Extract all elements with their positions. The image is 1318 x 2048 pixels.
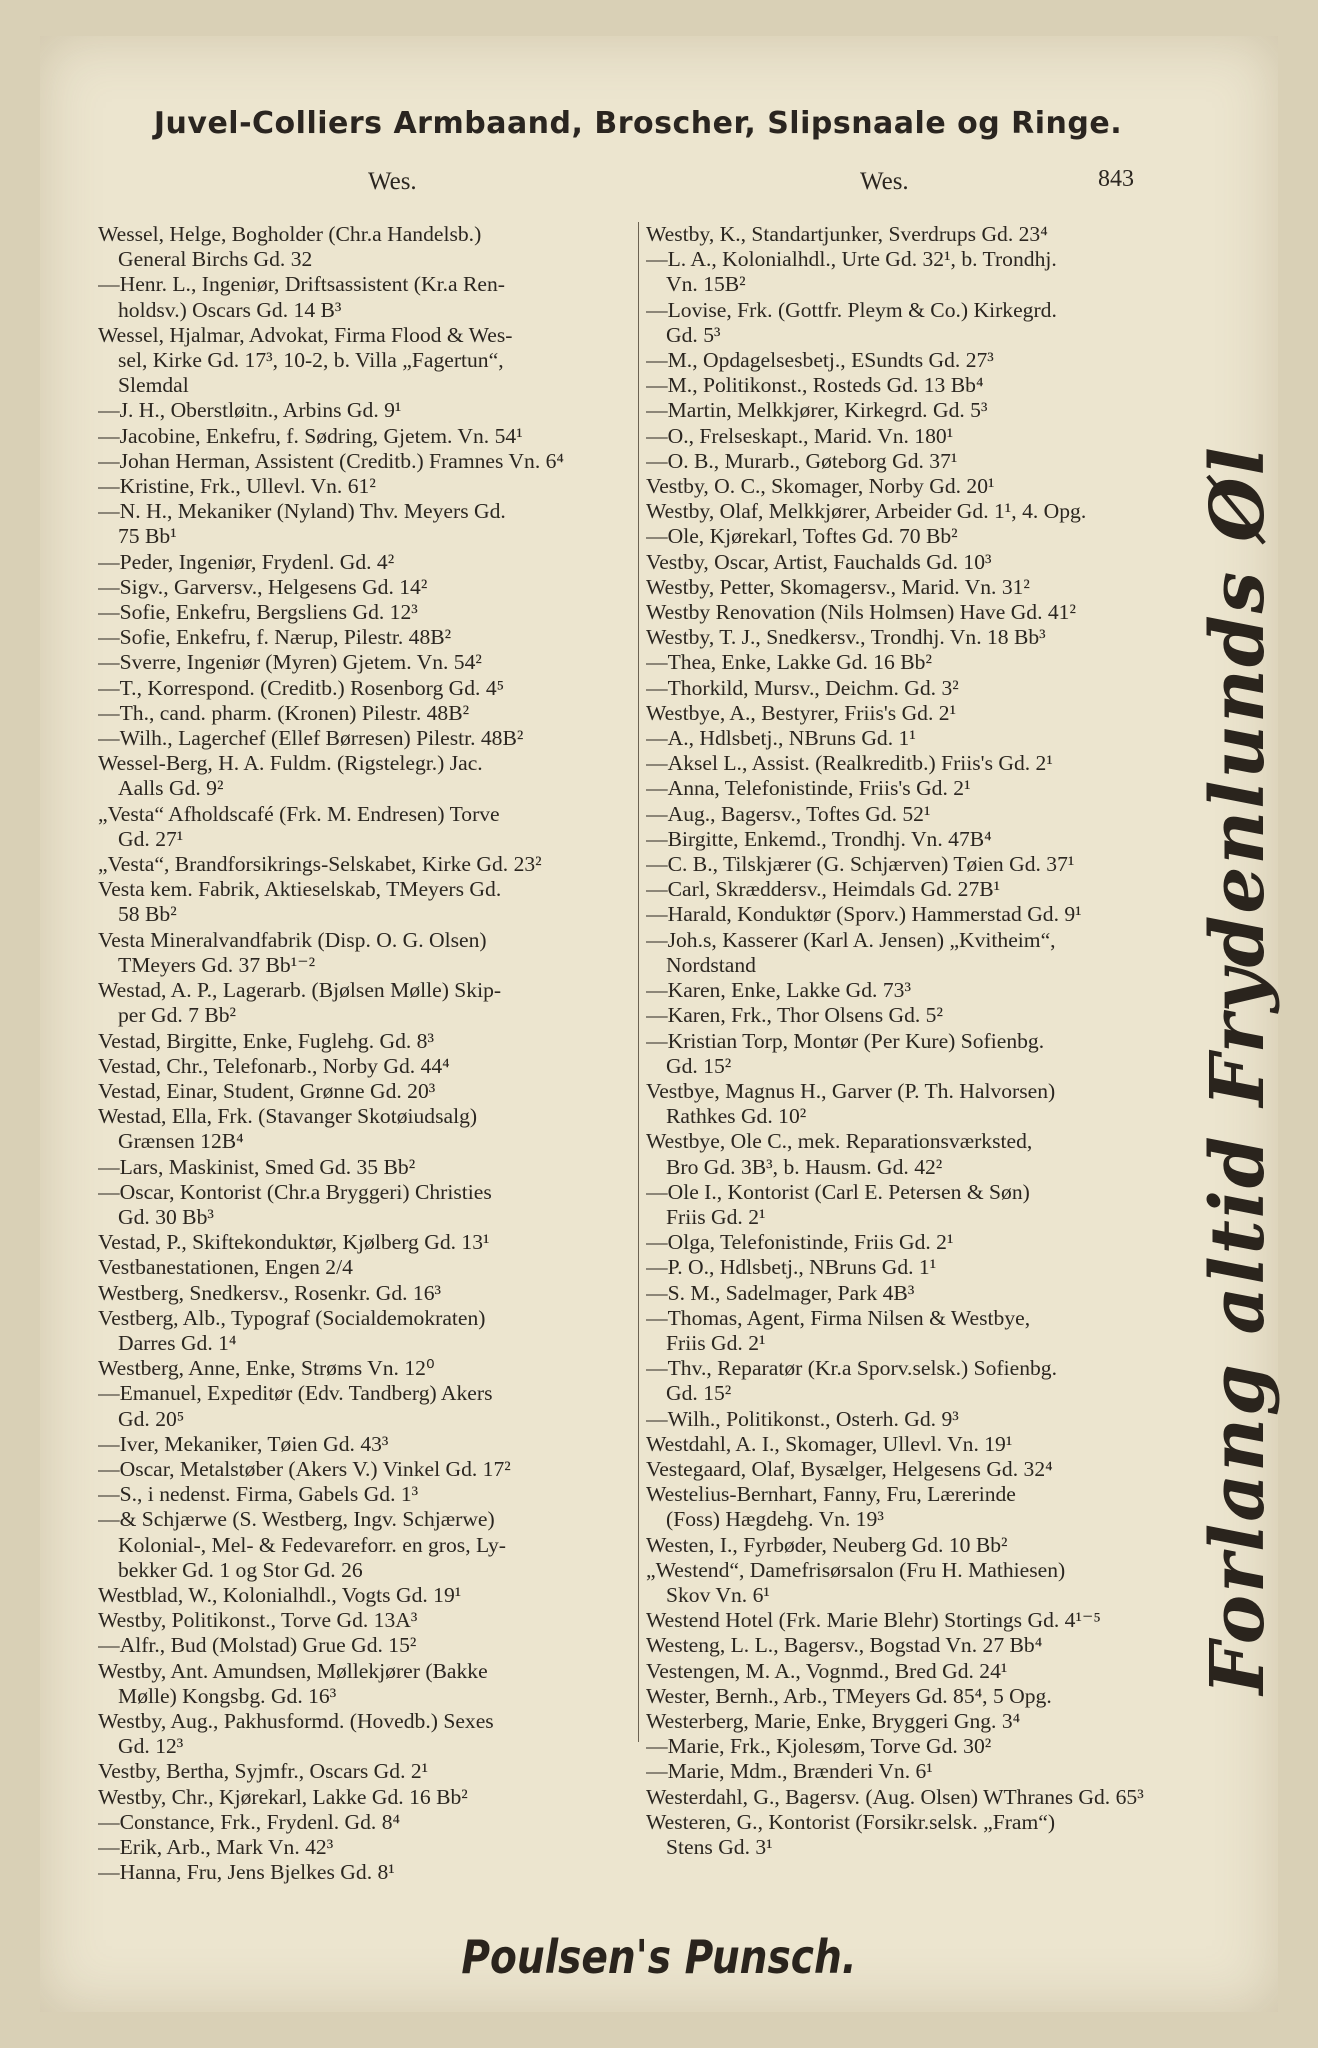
directory-entry-line: —Iver, Mekaniker, Tøien Gd. 43³ [98, 1431, 389, 1456]
directory-entry-line: —Anna, Telefonistinde, Friis's Gd. 2¹ [646, 776, 971, 801]
directory-entry-line: —Sigv., Garversv., Helgesens Gd. 14² [98, 574, 428, 599]
directory-entry-line: Vn. 15B² [666, 272, 746, 297]
directory-entry-line: —Th., cand. pharm. (Kronen) Pilestr. 48B² [98, 700, 470, 725]
directory-entry-line: Darres Gd. 1⁴ [118, 1330, 237, 1355]
directory-entry-line: Westby Renovation (Nils Holmsen) Have Gd. 41² [646, 600, 1076, 625]
right-column [646, 222, 1176, 1860]
directory-entry-line: —Carl, Skræddersv., Heimdals Gd. 27B¹ [646, 877, 1001, 902]
directory-entry-line: Wessel, Helge, Bogholder (Chr.a Handelsb.) [98, 222, 482, 246]
directory-entry-line: Friis Gd. 2¹ [666, 1330, 766, 1355]
directory-entry-line: —Peder, Ingeniør, Frydenl. Gd. 4² [98, 549, 395, 574]
directory-entry-line: Westby, Ant. Amundsen, Møllekjører (Bakke [98, 1658, 488, 1683]
directory-entry-line: —Ole, Kjørekarl, Toftes Gd. 70 Bb² [646, 524, 958, 549]
directory-entry-line: Westberg, Anne, Enke, Strøms Vn. 12⁰ [98, 1356, 435, 1381]
directory-entry-line: —Alfr., Bud (Molstad) Grue Gd. 15² [98, 1633, 417, 1658]
directory-entry-line: Mølle) Kongsbg. Gd. 16³ [118, 1683, 337, 1708]
directory-entry-line: —C. B., Tilskjærer (G. Schjærven) Tøien Gd. 37¹ [646, 852, 1075, 877]
directory-entry-line: Stens Gd. 3¹ [666, 1835, 773, 1859]
directory-entry-line: —Johan Herman, Assistent (Creditb.) Framnes Vn. 6⁴ [98, 448, 564, 473]
directory-entry-line: Vestbye, Magnus H., Garver (P. Th. Halvorsen) [646, 1078, 1056, 1103]
left-column [98, 222, 638, 1885]
directory-entry-line: —Lars, Maskinist, Smed Gd. 35 Bb² [98, 1154, 416, 1179]
directory-entry-line: Skov Vn. 6¹ [666, 1582, 770, 1607]
directory-entry-line: Westeren, G., Kontorist (Forsikr.selsk. „Fram“) [646, 1809, 1056, 1834]
directory-entry-line: —Marie, Mdm., Brænderi Vn. 6¹ [646, 1759, 933, 1784]
left-column-heading: Wes. [368, 168, 417, 195]
directory-entry-line: Westerberg, Marie, Enke, Bryggeri Gng. 3⁴ [646, 1708, 1021, 1733]
directory-entry-line: —Marie, Frk., Kjolesøm, Torve Gd. 30² [646, 1734, 992, 1759]
directory-entry-line: Westby, Politikonst., Torve Gd. 13A³ [98, 1608, 418, 1633]
directory-entry-line: 75 Bb¹ [118, 524, 177, 549]
directory-entry-line: —Wilh., Lagerchef (Ellef Børresen) Pilestr. 48B² [98, 726, 524, 751]
directory-entry-line: Vestegaard, Olaf, Bysælger, Helgesens Gd. 32⁴ [646, 1456, 1053, 1481]
directory-entry-line: —Oscar, Metalstøber (Akers V.) Vinkel Gd. 17² [98, 1456, 511, 1481]
directory-entry-line: Vestby, Bertha, Syjmfr., Oscars Gd. 2¹ [98, 1759, 429, 1784]
directory-entry-line: TMeyers Gd. 37 Bb¹⁻² [118, 952, 316, 977]
directory-entry-line: Westblad, W., Kolonialhdl., Vogts Gd. 19¹ [98, 1582, 462, 1607]
directory-entry-line: —Aksel L., Assist. (Realkreditb.) Friis's Gd. 2¹ [646, 751, 1053, 776]
directory-entry-line: Westad, A. P., Lagerarb. (Bjølsen Mølle) Skip- [98, 978, 502, 1003]
directory-entry-line: Westdahl, A. I., Skomager, Ullevl. Vn. 19¹ [646, 1431, 1013, 1456]
directory-entry-line: Wessel, Hjalmar, Advokat, Firma Flood & Wes- [98, 322, 513, 347]
directory-entry-line: Westberg, Snedkersv., Rosenkr. Gd. 16³ [98, 1280, 441, 1305]
directory-entry-line: —Erik, Arb., Mark Vn. 42³ [98, 1835, 334, 1859]
directory-entry-line: Westby, Petter, Skomagersv., Marid. Vn. 31² [646, 574, 1030, 599]
column-divider [638, 222, 639, 1742]
directory-entry-line: —Jacobine, Enkefru, f. Sødring, Gjetem. Vn. 54¹ [98, 423, 523, 448]
directory-entry-line: —L. A., Kolonialhdl., Urte Gd. 32¹, b. Trondhj. [646, 247, 1057, 272]
directory-entry-line: Gd. 20⁵ [118, 1406, 185, 1431]
directory-entry-line: „Vesta“ Afholdscafé (Frk. M. Endresen) Torve [98, 801, 500, 826]
directory-entry-line: Westby, Olaf, Melkkjører, Arbeider Gd. 1¹, 4. Opg. [646, 499, 1087, 524]
directory-entry-line: Westend Hotel (Frk. Marie Blehr) Stortings Gd. 4¹⁻⁵ [646, 1608, 1101, 1633]
directory-entry-line: Vestad, Chr., Telefonarb., Norby Gd. 44⁴ [98, 1053, 450, 1078]
directory-entry-line: per Gd. 7 Bb² [118, 1003, 237, 1028]
directory-entry-line: Vesta Mineralvandfabrik (Disp. O. G. Olsen) [98, 927, 487, 952]
directory-entry-line: —Wilh., Politikonst., Osterh. Gd. 9³ [646, 1406, 959, 1431]
directory-entry-line: Gd. 12³ [118, 1734, 184, 1759]
directory-entry-line: —O., Frelseskapt., Marid. Vn. 180¹ [646, 423, 954, 448]
directory-entry-line: Westad, Ella, Frk. (Stavanger Skotøiudsalg) [98, 1104, 478, 1129]
directory-entry-line: —Aug., Bagersv., Toftes Gd. 52¹ [646, 801, 931, 826]
directory-entry-line: —Olga, Telefonistinde, Friis Gd. 2¹ [646, 1230, 954, 1255]
directory-entry-line: —Thea, Enke, Lakke Gd. 16 Bb² [646, 650, 932, 675]
directory-entry-line: Wester, Bernh., Arb., TMeyers Gd. 85⁴, 5 Opg. [646, 1683, 1052, 1708]
directory-entry-line: Westbye, A., Bestyrer, Friis's Gd. 2¹ [646, 700, 957, 725]
directory-entry-line: holdsv.) Oscars Gd. 14 B³ [118, 297, 342, 322]
directory-entry-line: —Karen, Enke, Lakke Gd. 73³ [646, 978, 911, 1003]
directory-entry-line: Slemdal [118, 373, 189, 398]
directory-entry-line: (Foss) Hægdehg. Vn. 19³ [666, 1507, 884, 1532]
directory-entry-line: —Karen, Frk., Thor Olsens Gd. 5² [646, 1003, 943, 1028]
directory-entry-line: Rathkes Gd. 10² [666, 1104, 807, 1129]
advertisement-banner: Juvel-Colliers Armbaand, Broscher, Slipsnaale og Ringe. [153, 106, 1123, 141]
directory-entry-line: Gd. 27¹ [118, 826, 184, 851]
directory-entry-line: —J. H., Oberstløitn., Arbins Gd. 9¹ [98, 398, 402, 423]
directory-entry-line: Vestad, Birgitte, Enke, Fuglehg. Gd. 8³ [98, 1028, 434, 1053]
directory-entry-line: —N. H., Mekaniker (Nyland) Thv. Meyers Gd. [98, 499, 506, 524]
directory-entry-line: —Birgitte, Enkemd., Trondhj. Vn. 47B⁴ [646, 826, 992, 851]
directory-entry-line: „Westend“, Damefrisørsalon (Fru H. Mathiesen) [646, 1557, 1066, 1582]
directory-entry-line: —M., Opdagelsesbetj., ESundts Gd. 27³ [646, 348, 994, 373]
directory-entry-line: —& Schjærwe (S. Westberg, Ingv. Schjærwe) [98, 1507, 495, 1532]
directory-entry-line: Gd. 30 Bb³ [118, 1204, 214, 1229]
directory-entry-line: General Birchs Gd. 32 [118, 247, 313, 272]
directory-entry-line: Vestengen, M. A., Vognmd., Bred Gd. 24¹ [646, 1658, 1008, 1683]
directory-entry-line: Vestby, Oscar, Artist, Fauchalds Gd. 10³ [646, 549, 992, 574]
directory-entry-line: Westelius-Bernhart, Fanny, Fru, Lærerinde [646, 1482, 1016, 1507]
directory-entry-line: —M., Politikonst., Rosteds Gd. 13 Bb⁴ [646, 373, 984, 398]
directory-entry-line: Vestby, O. C., Skomager, Norby Gd. 20¹ [646, 474, 995, 499]
directory-entry-line: —Sverre, Ingeniør (Myren) Gjetem. Vn. 54² [98, 650, 482, 675]
directory-entry-line: Bro Gd. 3B³, b. Hausm. Gd. 42² [666, 1154, 943, 1179]
directory-entry-line: Vestad, Einar, Student, Grønne Gd. 20³ [98, 1078, 436, 1103]
directory-entry-line: Westby, T. J., Snedkersv., Trondhj. Vn. 18 Bb³ [646, 625, 1046, 650]
directory-entry-line: —Ole I., Kontorist (Carl E. Petersen & Søn) [646, 1179, 1030, 1204]
directory-entry-line: Westen, I., Fyrbøder, Neuberg Gd. 10 Bb² [646, 1532, 1008, 1557]
directory-entry-line: —Henr. L., Ingeniør, Driftsassistent (Kr.a Ren- [98, 272, 505, 297]
directory-entry-line: Westby, Aug., Pakhusformd. (Hovedb.) Sexes [98, 1708, 494, 1733]
directory-entry-line: —Sofie, Enkefru, Bergsliens Gd. 12³ [98, 600, 418, 625]
directory-entry-line: Westerdahl, G., Bagersv. (Aug. Olsen) WThranes Gd. 65³ [646, 1784, 1144, 1809]
directory-entry-line: Wessel-Berg, H. A. Fuldm. (Rigstelegr.) Jac. [98, 751, 483, 776]
directory-entry-line: —Constance, Frk., Frydenl. Gd. 8⁴ [98, 1809, 401, 1834]
directory-entry-line: sel, Kirke Gd. 17³, 10-2, b. Villa „Fagertun“, [118, 348, 504, 373]
directory-entry-line: —Sofie, Enkefru, f. Nærup, Pilestr. 48B² [98, 625, 452, 650]
side-advertisement: Forlang altid Frydenlunds Øl [1195, 445, 1281, 1695]
bottom-advertisement: Poulsen's Punsch. [461, 1930, 857, 1984]
directory-entry-line: Nordstand [666, 952, 756, 977]
directory-entry-line: Friis Gd. 2¹ [666, 1204, 766, 1229]
directory-entry-line: Grænsen 12B⁴ [118, 1129, 244, 1154]
directory-entry-line: Westbye, Ole C., mek. Reparationsværksted, [646, 1129, 1033, 1154]
directory-entry-line: —Hanna, Fru, Jens Bjelkes Gd. 8¹ [98, 1860, 395, 1885]
directory-entry-line: —S., i nedenst. Firma, Gabels Gd. 1³ [98, 1482, 419, 1507]
directory-entry-line: Gd. 15² [666, 1053, 732, 1078]
directory-entry-line: —Thorkild, Mursv., Deichm. Gd. 3² [646, 675, 959, 700]
directory-entry-line: —Oscar, Kontorist (Chr.a Bryggeri) Christies [98, 1179, 492, 1204]
directory-entry-line: „Vesta“, Brandforsikrings-Selskabet, Kirke Gd. 23² [98, 852, 542, 877]
directory-entry-line: —Thv., Reparatør (Kr.a Sporv.selsk.) Sofienbg. [646, 1356, 1057, 1381]
directory-entry-line: —Joh.s, Kasserer (Karl A. Jensen) „Kvitheim“, [646, 927, 1056, 952]
directory-entry-line: Westeng, L. L., Bagersv., Bogstad Vn. 27 Bb⁴ [646, 1633, 1043, 1658]
directory-entry-line: —A., Hdlsbetj., NBruns Gd. 1¹ [646, 726, 916, 751]
right-column-heading: Wes. [860, 168, 909, 195]
directory-entry-line: —T., Korrespond. (Creditb.) Rosenborg Gd. 4⁵ [98, 675, 505, 700]
directory-entry-line: —P. O., Hdlsbetj., NBruns Gd. 1¹ [646, 1255, 937, 1280]
directory-entry-line: Kolonial-, Mel- & Fedevareforr. en gros, Ly- [118, 1532, 506, 1557]
directory-entry-line: —Martin, Melkkjører, Kirkegrd. Gd. 5³ [646, 398, 988, 423]
directory-entry-line: Gd. 5³ [666, 322, 721, 347]
page-number: 843 [1098, 166, 1134, 192]
directory-entry-line: —Emanuel, Expeditør (Edv. Tandberg) Akers [98, 1381, 493, 1406]
directory-entry-line: Westby, Chr., Kjørekarl, Lakke Gd. 16 Bb² [98, 1784, 468, 1809]
directory-entry-line: —Lovise, Frk. (Gottfr. Pleym & Co.) Kirkegrd. [646, 297, 1057, 322]
directory-entry-line: —Thomas, Agent, Firma Nilsen & Westbye, [646, 1305, 1031, 1330]
directory-entry-line: Vestberg, Alb., Typograf (Socialdemokraten) [98, 1305, 486, 1330]
directory-entry-line: Vestbanestationen, Engen 2/4 [98, 1255, 353, 1280]
directory-entry-line: Vestad, P., Skiftekonduktør, Kjølberg Gd. 13¹ [98, 1230, 490, 1255]
directory-entry-line: —Kristian Torp, Montør (Per Kure) Sofienbg. [646, 1028, 1045, 1053]
directory-entry-line: Gd. 15² [666, 1381, 732, 1406]
directory-entry-line: 58 Bb² [118, 902, 177, 927]
directory-entry-line: Vesta kem. Fabrik, Aktieselskab, TMeyers Gd. [98, 877, 502, 902]
directory-entry-line: —Harald, Konduktør (Sporv.) Hammerstad Gd. 9¹ [646, 902, 1082, 927]
directory-entry-line: Aalls Gd. 9² [118, 776, 224, 801]
directory-entry-line: Westby, K., Standartjunker, Sverdrups Gd. 23⁴ [646, 222, 1048, 246]
directory-entry-line: bekker Gd. 1 og Stor Gd. 26 [118, 1557, 363, 1582]
directory-entry-line: —Kristine, Frk., Ullevl. Vn. 61² [98, 474, 376, 499]
directory-entry-line: —O. B., Murarb., Gøteborg Gd. 37¹ [646, 448, 958, 473]
directory-entry-line: —S. M., Sadelmager, Park 4B³ [646, 1280, 915, 1305]
